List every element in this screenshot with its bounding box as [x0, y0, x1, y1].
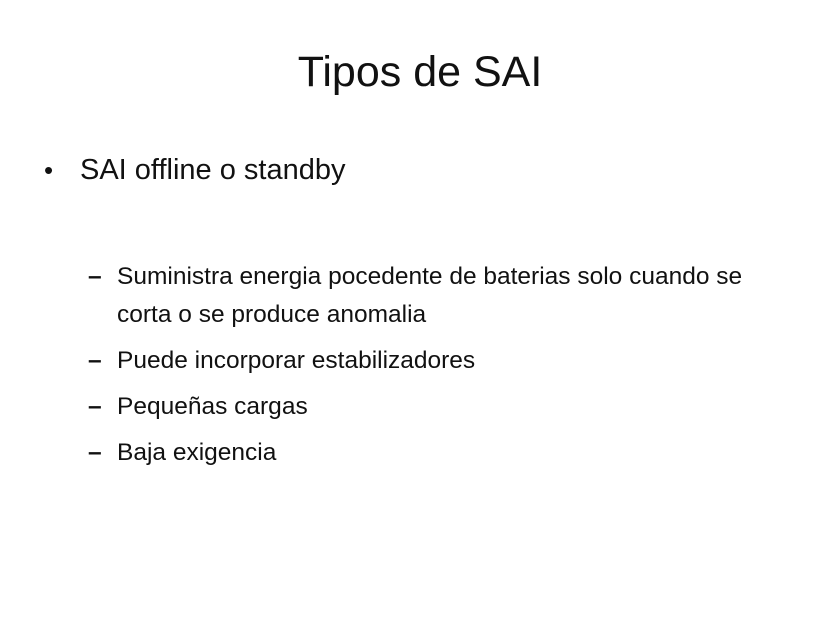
- sub-bullet-item: [88, 434, 752, 472]
- dash-marker: –: [88, 347, 102, 374]
- sub-bullet-item: [88, 258, 752, 334]
- slide-title: Tipos de SAI: [297, 48, 543, 96]
- sub-bullet-item: [88, 388, 752, 426]
- dash-marker: –: [88, 393, 102, 420]
- bullet-item-level1: [44, 152, 345, 190]
- sub-bullet-text: Baja exigencia: [117, 439, 277, 466]
- sub-bullet-text: Suministra energia pocedente de baterias solo cuando se corta o se produce anomalia: [117, 263, 743, 328]
- bullet-text: SAI offline o standby: [80, 154, 346, 186]
- sub-bullet-list: [88, 258, 752, 480]
- dash-marker: –: [88, 439, 102, 466]
- sub-bullet-item: [88, 342, 752, 380]
- sub-bullet-text: Pequeñas cargas: [117, 393, 308, 420]
- bullet-dot-marker: •: [44, 155, 54, 185]
- sub-bullet-text: Puede incorporar estabilizadores: [117, 347, 476, 374]
- dash-marker: –: [88, 263, 102, 290]
